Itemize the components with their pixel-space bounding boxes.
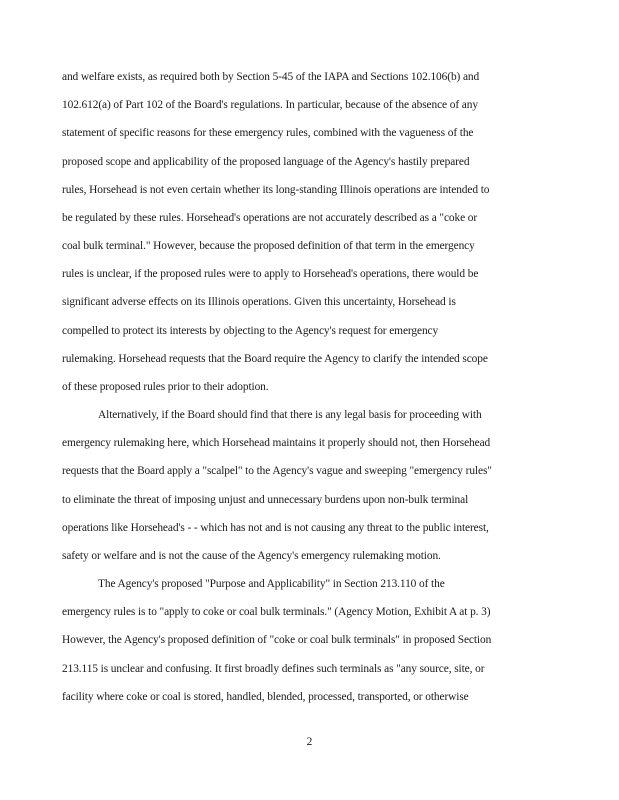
- text-line: statement of specific reasons for these emergency rules, combined with the vagueness of the: [62, 127, 474, 139]
- text-line: rules is unclear, if the proposed rules were to apply to Horsehead's operations, there would be: [62, 268, 479, 280]
- text-line: proposed scope and applicability of the proposed language of the Agency's hastily prepared: [62, 156, 470, 168]
- text-line: safety or welfare and is not the cause of the Agency's emergency rulemaking motion.: [62, 550, 441, 562]
- paragraph-start-line: The Agency's proposed "Purpose and Applicability" in Section 213.110 of the: [98, 578, 445, 590]
- text-line: significant adverse effects on its Illinois operations. Given this uncertainty, Horsehead is: [62, 296, 456, 308]
- text-line: operations like Horsehead's - - which has not and is not causing any threat to the public interest,: [62, 522, 489, 534]
- text-line: coal bulk terminal." However, because the proposed definition of that term in the emergency: [62, 240, 475, 252]
- text-line: rules, Horsehead is not even certain whether its long-standing Illinois operations are intended to: [62, 184, 490, 196]
- page-number: 2: [306, 736, 313, 748]
- text-line: 102.612(a) of Part 102 of the Board's regulations. In particular, because of the absence of any: [62, 99, 478, 111]
- text-line: be regulated by these rules. Horsehead's operations are not accurately described as a "coke or: [62, 212, 478, 224]
- paragraph-start-line: Alternatively, if the Board should find that there is any legal basis for proceeding with: [98, 409, 482, 421]
- text-line: rulemaking. Horsehead requests that the Board require the Agency to clarify the intended scope: [62, 353, 488, 365]
- text-line: However, the Agency's proposed definition of "coke or coal bulk terminals" in proposed Section: [62, 634, 492, 646]
- text-line: 213.115 is unclear and confusing. It first broadly defines such terminals as "any source, site, or: [62, 663, 485, 675]
- text-line: requests that the Board apply a "scalpel" to the Agency's vague and sweeping "emergency rules": [62, 465, 492, 477]
- text-line: of these proposed rules prior to their adoption.: [62, 381, 269, 393]
- text-line: to eliminate the threat of imposing unjust and unnecessary burdens upon non-bulk terminal: [62, 494, 469, 506]
- text-line: and welfare exists, as required both by Section 5-45 of the IAPA and Sections 102.106(b) and: [62, 71, 480, 83]
- text-line: emergency rulemaking here, which Horsehead maintains it properly should not, then Horsehead: [62, 437, 491, 449]
- text-line: facility where coke or coal is stored, handled, blended, processed, transported, or otherwise: [62, 691, 469, 703]
- text-line: emergency rules is to "apply to coke or coal bulk terminals." (Agency Motion, Exhibit A at p. 3): [62, 606, 491, 618]
- text-line: compelled to protect its interests by objecting to the Agency's request for emergency: [62, 325, 439, 337]
